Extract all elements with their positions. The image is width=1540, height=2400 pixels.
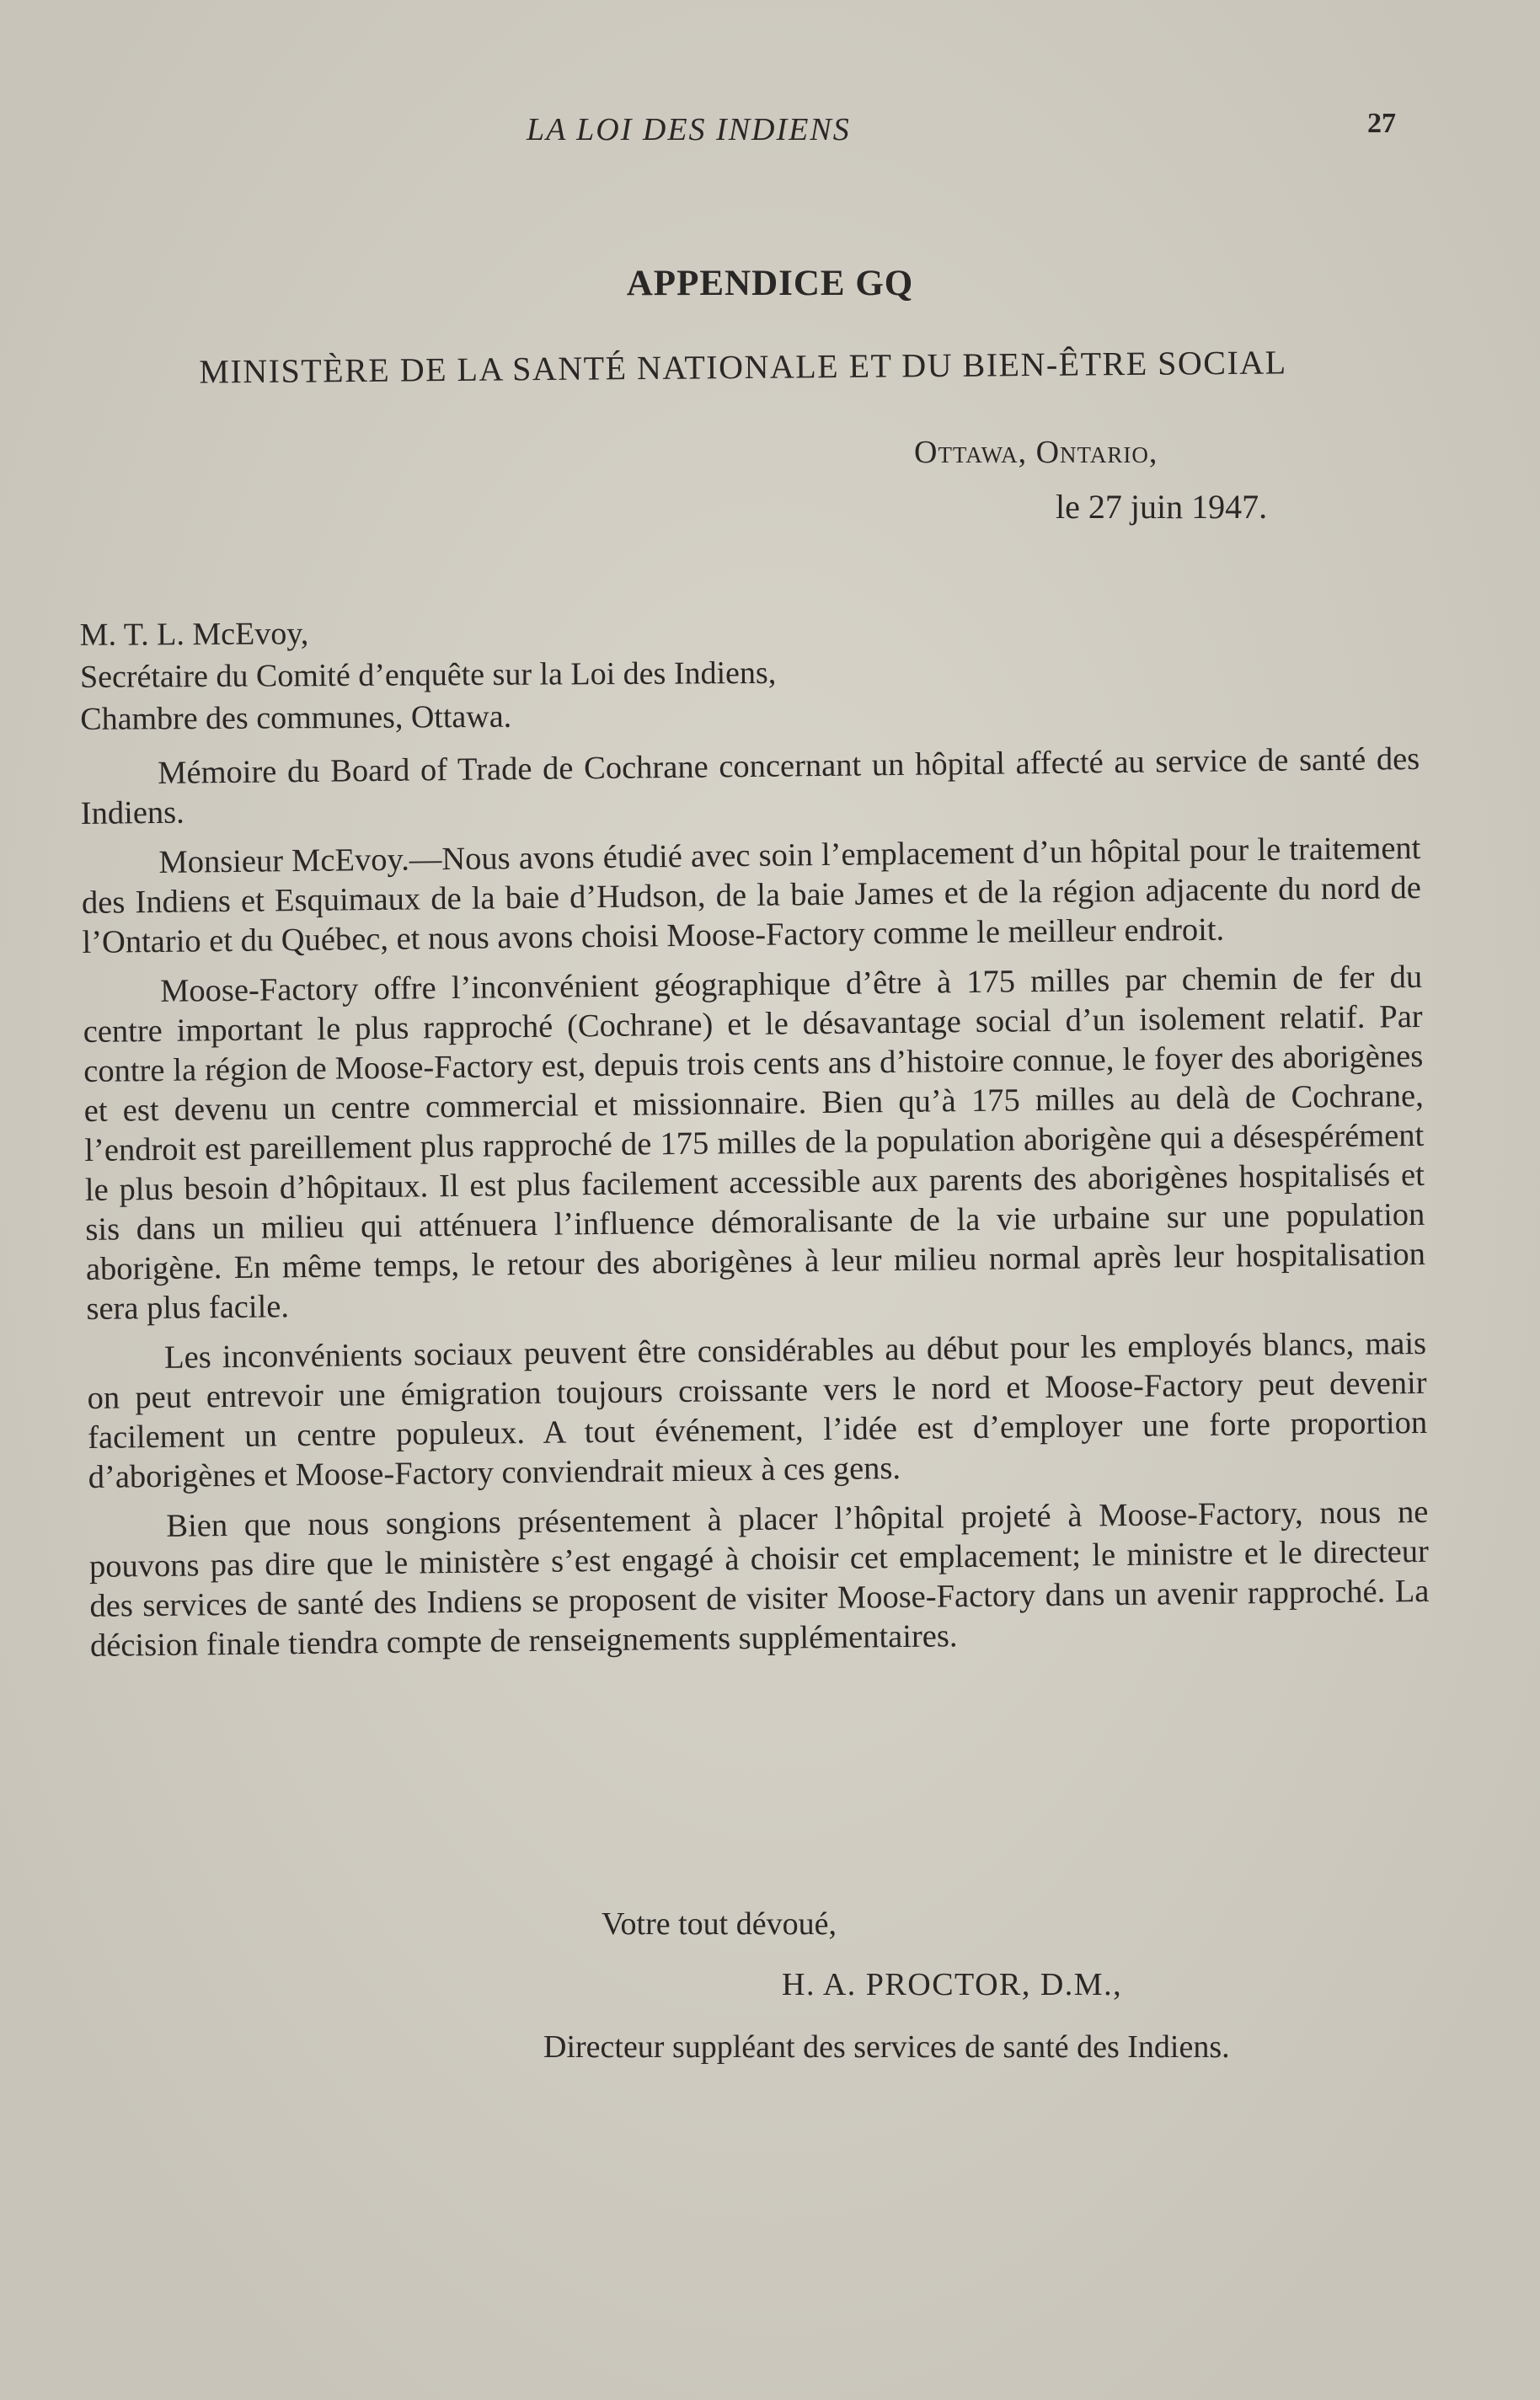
addressee-name: M. T. L. McEvoy, [79,616,309,653]
body-paragraph: Moose-Factory offre l’inconvénient géographique d’être à 175 milles par chemin de fer du centre important le plus rapproché (Cochrane) et le désavantage social d’un isolement relatif. Par contre la région de Moose-Factory est, depuis trois cents ans d’histoire connue, le foyer des aborigènes et est devenu un centre commercial et missionnaire. Bien qu’à 175 milles au delà de Cochrane, l’endroit est pareillement plus rapproché de 175 milles de la population aborigène qui a désespérément le plus besoin d’hôpitaux. Il est plus facilement accessible aux parents des aborigènes hospitalisés et sis dans un milieu qui atténuera l’influence démoralisante de la vie urbaine sur une population aborigène. En même temps, le retour des aborigènes à leur milieu normal après leur hospitalisation sera plus facile. [83,959,1426,1327]
ministry-heading: MINISTÈRE DE LA SANTÉ NATIONALE ET DU BIEN-ÊTRE SOCIAL [199,343,1287,391]
running-title: LA LOI DES INDIENS [527,112,851,147]
body-paragraph: Bien que nous songions présentement à placer l’hôpital projeté à Moose-Factory, nous ne pouvons pas dire que le ministère s’est engagé à choisir cet emplacement; le ministre et le directeur des services de santé des Indiens se proposent de visiter Moose-Factory dans un avenir rapproché. La décision finale tiendra compte de renseignements supplémentaires. [88,1494,1430,1664]
body-paragraph: Les inconvénients sociaux peuvent être considérables au début pour les employés blancs, mais on peut entrevoir une émigration toujours croissante vers le nord et Moose-Factory peut devenir facilement un centre populeux. A tout événement, l’idée est d’employer une forte proportion d’aborigènes et Moose-Factory conviendrait mieux à ces gens. [87,1325,1428,1495]
closing-block [0,1906,1540,2074]
signatory-name: H. A. PROCTOR, D.M., [782,1967,1123,2002]
body-paragraph: Monsieur McEvoy.—Nous avons étudié avec soin l’emplacement d’un hôpital pour le traitement des Indiens et Esquimaux de la baie d’Hudson, de la baie James et de la région adjacente du nord de l’Ontario et du Québec, et nous avons choisi Moose-Factory comme le meilleur endroit. [81,830,1422,960]
letter-date: le 27 juin 1947. [1056,488,1268,526]
addressee-block [80,606,1429,740]
subject-paragraph: Mémoire du Board of Trade de Cochrane concernant un hôpital affecté au service de santé des Indiens. [80,740,1420,831]
running-head [0,108,1540,162]
addressee-title: Secrétaire du Comité d’enquête sur la Loi des Indiens, [79,655,777,695]
signatory-title: Directeur suppléant des services de santé des Indiens. [543,2029,1230,2065]
letter-place: Ottawa, Ontario, [914,435,1158,470]
sign-off: Votre tout dévoué, [602,1906,837,1942]
addressee-location: Chambre des communes, Ottawa. [80,698,512,737]
page-number: 27 [1367,108,1396,139]
appendix-title: APPENDICE GQ [626,264,914,303]
letter-body [80,740,1430,1676]
